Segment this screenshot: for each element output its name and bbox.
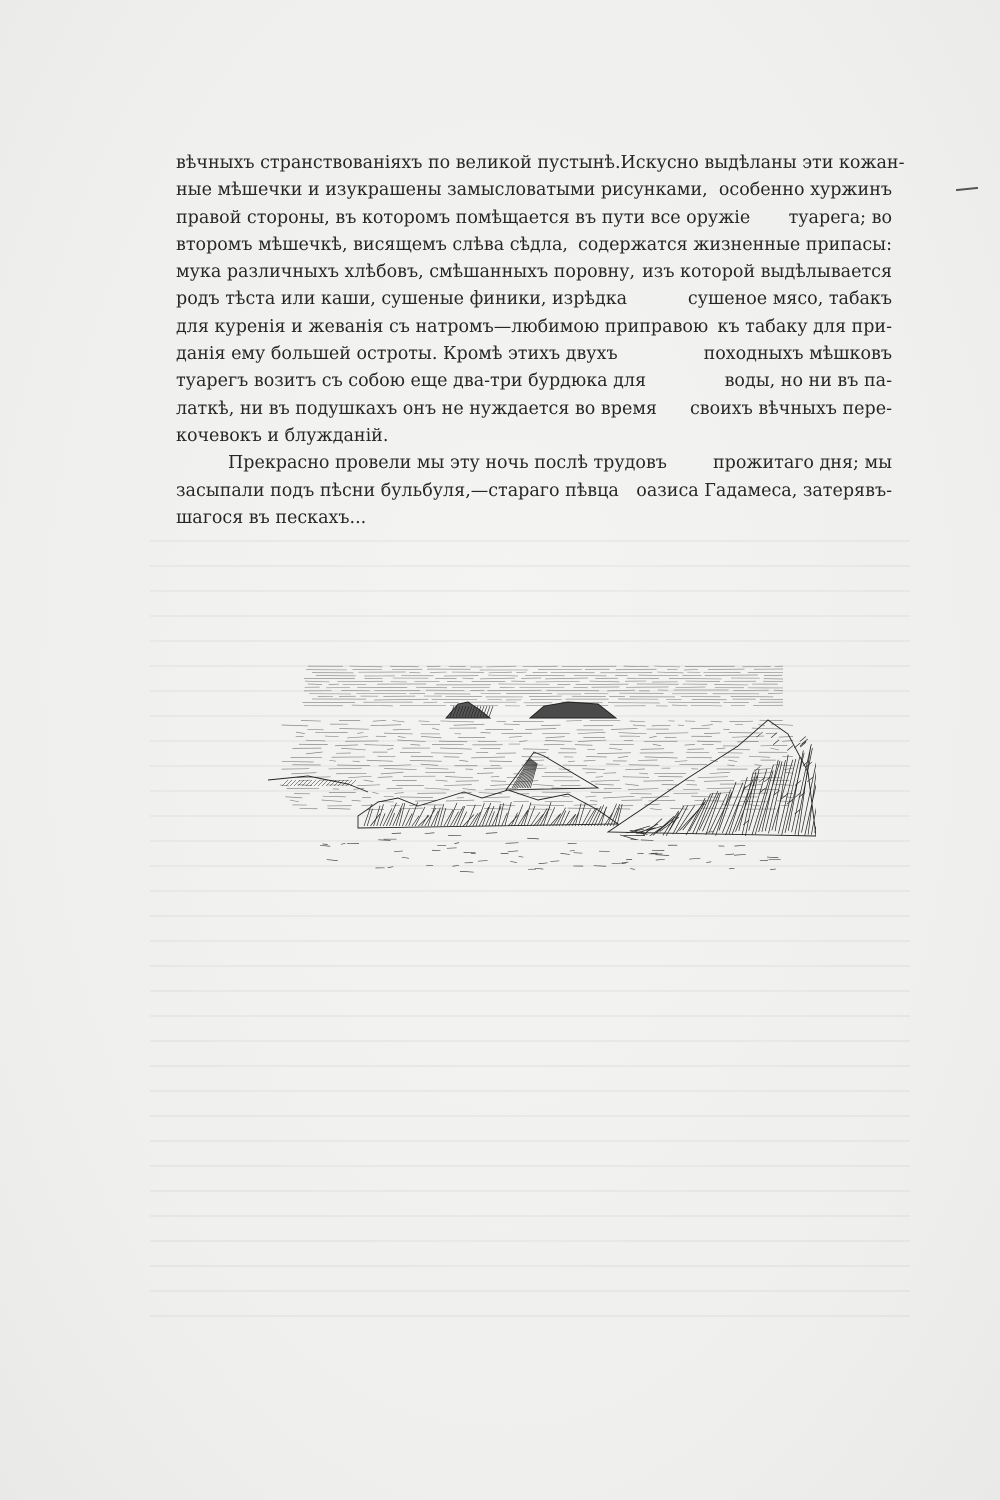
line-part: данія ему большей остроты. Кромѣ этихъ двухъ [176,344,618,365]
text-line [176,259,892,286]
line-part: латкѣ, ни въ подушкахъ онъ не нуждается во время [176,398,657,419]
text-line [176,505,892,532]
line-part: туарега; во [788,207,892,228]
line-part: сушеное мясо, табакъ [687,289,892,310]
line-part: для куренія и жеванія съ натромъ—любимою приправою [176,316,709,337]
line-part: воды, но ни въ па- [724,371,892,392]
text-line [176,232,892,259]
text-line [176,478,892,505]
line-part: къ табаку для при- [717,316,892,337]
shore-mounds [268,776,781,872]
line-part: мука различныхъ хлѣбовъ, смѣшанныхъ поровну, [176,262,636,283]
line-part: Искусно выдѣланы эти кожан- [620,153,905,173]
line-part: изъ которой выдѣлывается [642,262,892,283]
text-line [176,450,892,477]
line-part: ные мѣшечки и изукрашены замысловатыми рисунками, [176,180,708,201]
line-part: шагося въ пескахъ... [176,507,367,528]
text-line [176,423,892,450]
line-part: походныхъ мѣшковъ [703,344,892,365]
text-line [176,341,892,368]
line-part: второмъ мѣшечкѣ, висящемъ слѣва сѣдла, [176,234,568,255]
line-part: туарегъ возитъ съ собою еще два-три бурдюка для [176,371,647,392]
text-line [176,314,892,341]
line-part: оазиса Гадамеса, затерявъ- [636,480,892,501]
body-text [176,150,905,532]
text-line [176,150,905,177]
water-hatching [280,720,793,810]
text-line [176,177,892,204]
text-line [176,205,892,232]
margin-mark [956,187,978,191]
line-part: Прекрасно провели мы эту ночь послѣ трудовъ [228,453,667,474]
landscape-engraving [268,660,816,880]
line-part: особенно хуржинъ [718,180,892,201]
line-part: прожитаго дня; мы [712,453,892,474]
line-part: засыпали подъ пѣсни бульбуля,—стараго пѣвца [176,480,619,501]
rocks [446,702,816,840]
text-line [176,286,892,313]
line-part: родъ тѣста или каши, сушеные финики, изрѣдка [176,289,628,310]
text-line [176,368,892,395]
line-part: содержатся жизненные припасы: [577,234,892,255]
line-part: кочевокъ и блужданій. [176,425,389,446]
text-line [176,396,892,423]
line-part: вѣчныхъ странствованіяхъ по великой пустынѣ. [176,153,621,173]
line-part: правой стороны, въ которомъ помѣщается въ пути все оружіе [176,207,751,228]
sky-hatching [303,666,783,706]
line-part: своихъ вѣчныхъ пере- [689,398,892,419]
